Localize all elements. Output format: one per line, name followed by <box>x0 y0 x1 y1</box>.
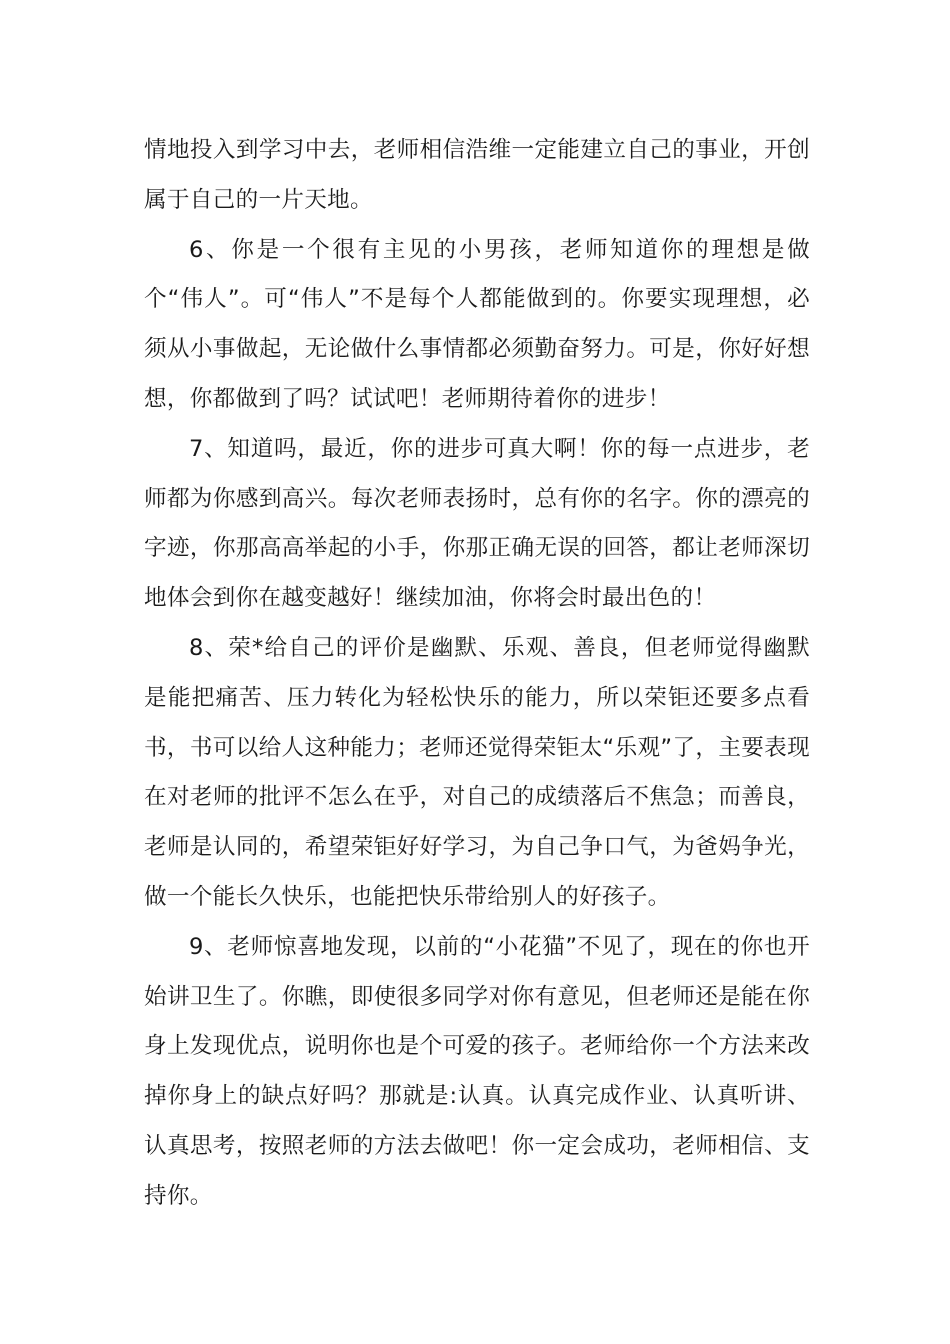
paragraph-item-8: 8、荣*给自己的评价是幽默、乐观、善良，但老师觉得幽默是能把痛苦、压力转化为轻松快乐的能力，所以荣钜还要多点看书，书可以给人这种能力；老师还觉得荣钜太“乐观”了，主要表现在对老师的批评不怎么在乎，对自己的成绩落后不焦急；而善良，老师是认同的，希望荣钜好好学习，为自己争口气，为爸妈争光，做一个能长久快乐，也能把快乐带给别人的好孩子。 <box>144 634 810 910</box>
document-body <box>144 126 810 1222</box>
paragraph-item-7: 7、知道吗，最近，你的进步可真大啊！你的每一点进步，老师都为你感到高兴。每次老师表扬时，总有你的名字。你的漂亮的字迹，你那高高举起的小手，你那正确无误的回答，都让老师深切地体会到你在越变越好！继续加油，你将会时最出色的！ <box>144 435 810 612</box>
paragraph-continuation: 情地投入到学习中去，老师相信浩维一定能建立自己的事业，开创属于自己的一片天地。 <box>144 137 810 213</box>
paragraph-item-6: 6、你是一个很有主见的小男孩，老师知道你的理想是做个“伟人”。可“伟人”不是每个人都能做到的。你要实现理想，必须从小事做起，无论做什么事情都必须勤奋努力。可是，你好好想想，你都做到了吗？试试吧！老师期待着你的进步！ <box>144 236 810 412</box>
paragraph-item-9: 9、老师惊喜地发现，以前的“小花猫”不见了，现在的你也开始讲卫生了。你瞧，即使很多同学对你有意见，但老师还是能在你身上发现优点，说明你也是个可爱的孩子。老师给你一个方法来改掉你身上的缺点好吗？那就是:认真。认真完成作业、认真听讲、认真思考，按照老师的方法去做吧！你一定会成功，老师相信、支持你。 <box>144 933 810 1209</box>
